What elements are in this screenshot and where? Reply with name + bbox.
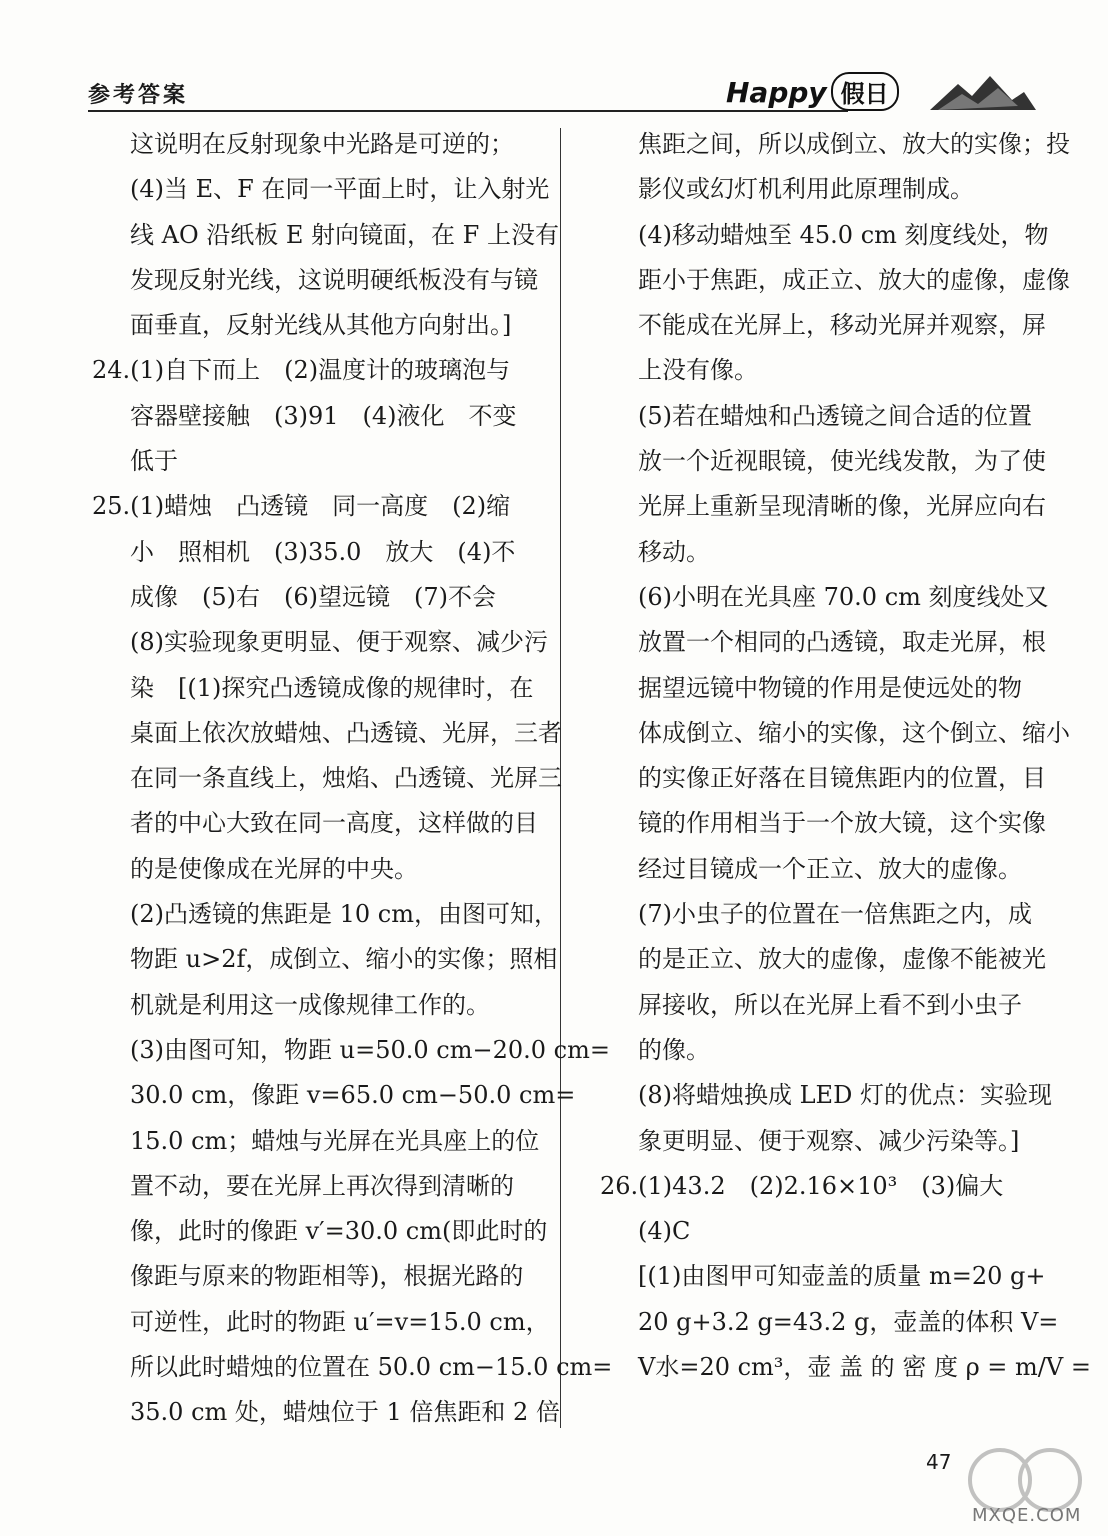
left-text-line: 的是使像成在光屏的中央。: [130, 854, 418, 883]
left-text-line: 25.(1)蜡烛 凸透镜 同一高度 (2)缩: [92, 492, 511, 521]
left-text-line: 桌面上依次放蜡烛、凸透镜、光屏，三者: [130, 718, 562, 747]
right-column: [600, 122, 1091, 1390]
right-text-line: 20 g+3.2 g=43.2 g，壶盖的体积 V=: [638, 1307, 1059, 1336]
watermark-text: MXQE.COM: [972, 1505, 1082, 1526]
right-text-line: (8)将蜡烛换成 LED 灯的优点：实验现: [638, 1081, 1052, 1110]
brand-word: Happy: [726, 76, 827, 109]
header-title: 参考答案: [88, 82, 189, 108]
left-text-line: (8)实验现象更明显、便于观察、减少污: [130, 628, 548, 657]
right-text-line: (4)C: [638, 1217, 691, 1246]
right-text-line: 焦距之间，所以成倒立、放大的实像；投: [638, 130, 1070, 158]
left-column: [92, 122, 613, 1436]
left-text-line: 染 [(1)探究凸透镜成像的规律时，在: [130, 673, 534, 702]
left-text-line: 低于: [130, 447, 178, 476]
left-text-line: 容器壁接触 (3)91 (4)液化 不变: [130, 401, 517, 430]
right-text-line: (6)小明在光具座 70.0 cm 刻度线处又: [638, 582, 1049, 611]
right-text-line: 象更明显、便于观察、减少污染等。]: [638, 1126, 1020, 1155]
right-text-line: 光屏上重新呈现清晰的像，光屏应向右: [638, 492, 1046, 521]
right-text-line: 的实像正好落在目镜焦距内的位置，目: [638, 764, 1046, 793]
right-text-line: (7)小虫子的位置在一倍焦距之内，成: [638, 900, 1032, 929]
mountain-icon: [928, 70, 1038, 116]
right-text-line: (4)移动蜡烛至 45.0 cm 刻度线处，物: [638, 220, 1049, 249]
right-text-line: 上没有像。: [638, 356, 758, 385]
left-text-line: 可逆性，此时的物距 u′=v=15.0 cm，: [130, 1307, 550, 1336]
left-text-line: 小 照相机 (3)35.0 放大 (4)不: [130, 537, 516, 566]
right-text-line: 影仪或幻灯机利用此原理制成。: [638, 175, 974, 204]
left-text-line: (3)由图可知，物距 u=50.0 cm−20.0 cm=: [130, 1035, 610, 1064]
left-text-line: 30.0 cm，像距 v=65.0 cm−50.0 cm=: [130, 1081, 576, 1110]
right-text-line: V水=20 cm³，壶 盖 的 密 度 ρ = m/V =: [638, 1353, 1091, 1382]
left-text-line: 15.0 cm；蜡烛与光屏在光具座上的位: [130, 1126, 540, 1155]
left-text-line: 者的中心大致在同一高度，这样做的目: [130, 809, 538, 838]
left-text-line: 所以此时蜡烛的位置在 50.0 cm−15.0 cm=: [130, 1353, 613, 1382]
page-number: 47: [926, 1450, 952, 1474]
right-text-line: 镜的作用相当于一个放大镜，这个实像: [638, 809, 1046, 838]
right-text-line: 屏接收，所以在光屏上看不到小虫子: [638, 990, 1022, 1019]
right-text-line: 移动。: [638, 537, 710, 566]
right-text-line: 的像。: [638, 1035, 710, 1064]
right-text-line: (5)若在蜡烛和凸透镜之间合适的位置: [638, 401, 1032, 430]
left-text-line: 面垂直，反射光线从其他方向射出。]: [130, 311, 512, 340]
right-text-line: 体成倒立、缩小的实像，这个倒立、缩小: [638, 718, 1070, 747]
left-text-line: (4)当 E、F 在同一平面上时，让入射光: [130, 175, 550, 204]
left-text-line: 成像 (5)右 (6)望远镜 (7)不会: [130, 582, 496, 611]
right-text-line: 放置一个相同的凸透镜，取走光屏，根: [638, 628, 1046, 657]
left-text-line: (2)凸透镜的焦距是 10 cm，由图可知，: [130, 900, 558, 929]
brand-logo: [726, 72, 899, 111]
page-header: [88, 70, 1028, 118]
right-text-line: 的是正立、放大的虚像，虚像不能被光: [638, 945, 1046, 974]
left-text-line: 这说明在反射现象中光路是可逆的；: [130, 130, 514, 158]
left-text-line: 发现反射光线，这说明硬纸板没有与镜: [130, 265, 538, 294]
brand-box: 假日: [831, 72, 899, 111]
left-text-line: 24.(1)自下而上 (2)温度计的玻璃泡与: [92, 356, 511, 385]
left-text-line: 机就是利用这一成像规律工作的。: [130, 990, 490, 1019]
right-text-line: 不能成在光屏上，移动光屏并观察，屏: [638, 311, 1046, 340]
right-text-line: 据望远镜中物镜的作用是使远处的物: [638, 673, 1022, 702]
left-text-line: 置不动，要在光屏上再次得到清晰的: [130, 1171, 514, 1200]
right-text-line: 距小于焦距，成正立、放大的虚像，虚像: [638, 265, 1070, 294]
left-text-line: 像距与原来的物距相等)，根据光路的: [130, 1262, 524, 1291]
right-text-line: 放一个近视眼镜，使光线发散，为了使: [638, 447, 1046, 476]
left-text-line: 物距 u>2f，成倒立、缩小的实像；照相: [130, 945, 558, 974]
left-text-line: 像，此时的像距 v′=30.0 cm(即此时的: [130, 1217, 548, 1246]
left-text-line: 在同一条直线上，烛焰、凸透镜、光屏三: [130, 764, 562, 793]
right-text-line: 经过目镜成一个正立、放大的虚像。: [638, 854, 1022, 883]
left-text-line: 线 AO 沿纸板 E 射向镜面，在 F 上没有: [130, 220, 559, 249]
right-text-line: 26.(1)43.2 (2)2.16×10³ (3)偏大: [600, 1171, 1004, 1200]
right-text-line: [(1)由图甲可知壶盖的质量 m=20 g+: [638, 1262, 1046, 1291]
left-text-line: 35.0 cm 处，蜡烛位于 1 倍焦距和 2 倍: [130, 1398, 560, 1427]
